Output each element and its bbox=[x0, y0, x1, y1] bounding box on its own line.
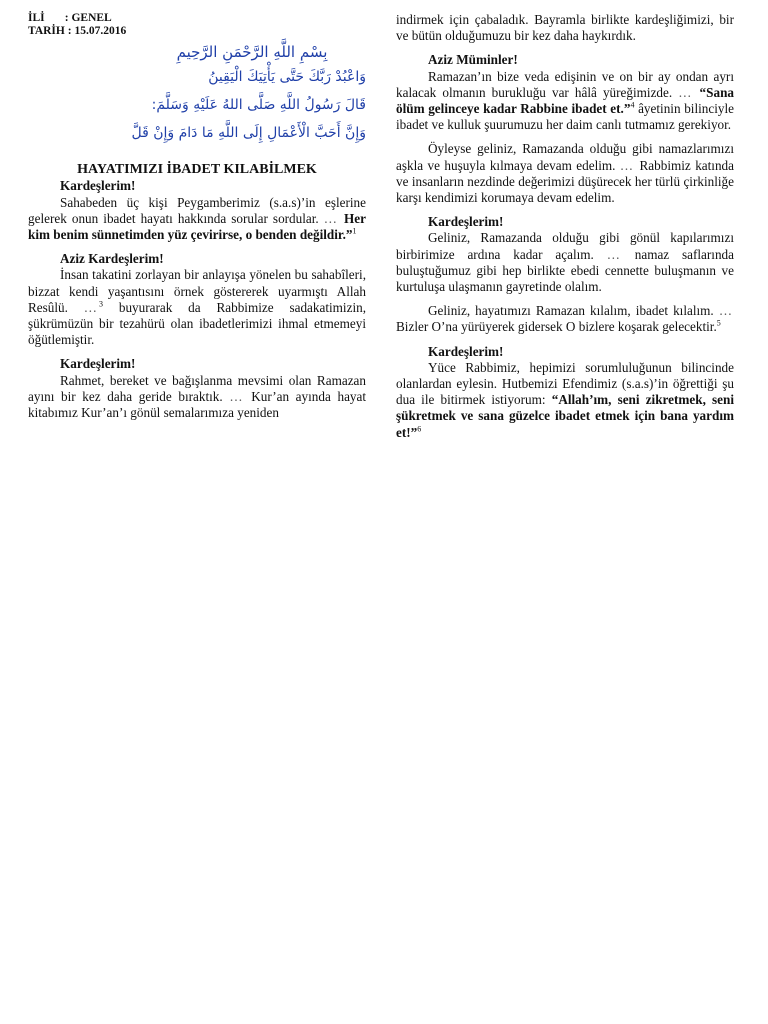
il-value: : GENEL bbox=[64, 12, 112, 24]
right-column bbox=[396, 12, 734, 449]
elided-text-marker: … bbox=[229, 388, 245, 404]
footnote-ref: 1 bbox=[352, 226, 357, 236]
paragraph: Geliniz, hayatımızı Ramazan kılalım, ibadet kılalım. … Bizler O’na yürüyerek gidersek O bizlere koşarak gelecektir.$^5$ bbox=[396, 303, 734, 335]
il-label: İLİ bbox=[28, 12, 45, 24]
paragraph: İnsan takatini zorlayan bir anlayışa yönelen bu sahabîleri, bizzat kendi yaşantısını örnek göstererek uyarmıştı Allah Resûlü. …$^3$ buyurarak da Rabbimize sadakatimizin, şükrümüzün bir tezahürü olan ibadetlerimizi ihmal etmemeyi öğütlemiştir. bbox=[28, 267, 366, 348]
elided-text-marker: … bbox=[619, 157, 636, 173]
elided-text-marker: … bbox=[606, 246, 622, 262]
elided-text-marker: … bbox=[678, 84, 694, 100]
elided-text-marker: … bbox=[83, 299, 99, 315]
tarih-value: 15.07.2016 bbox=[74, 25, 127, 37]
tarih-label: TARİH : bbox=[28, 25, 72, 37]
section-heading: Kardeşlerim! bbox=[60, 178, 136, 194]
arabic-hadith: وَإِنَّ أَحَبَّ الْأَعْمَالِ إِلَى اللَّهِ مَا دَامَ وَإِنْ قَلَّ bbox=[131, 125, 366, 142]
sermon-title: HAYATIMIZI İBADET KILABİLMEK bbox=[77, 162, 317, 178]
bismillah: بِسْمِ اللَّهِ الرَّحْمَنِ الرَّحِيمِ bbox=[176, 43, 328, 61]
footnote-ref: 3 bbox=[98, 299, 103, 309]
arabic-verse: وَاعْبُدْ رَبَّكَ حَتَّى يَأْتِيَكَ الْيَقِينُ bbox=[208, 69, 366, 86]
paragraph: Yüce Rabbimiz, hepimizi sorumluluğunun bilincinde olanlardan eylesin. Hutbemizi Efendimiz (s.a.s)’in öğrettiği şu dua ile bitirmek istiyorum: “Allah’ım, seni zikretmek, seni şükretmek ve sana güzelce ibadet etmek için bana yardım et!”$^6$ bbox=[396, 359, 735, 440]
section-heading: Kardeşlerim! bbox=[428, 343, 504, 359]
paragraph-continued: indirmek için çabaladık. Bayramla birlikte kardeşliğimizi, bir ve bütün olduğumuzu bir kez daha haykırdık. bbox=[396, 12, 734, 44]
paragraph: Rahmet, bereket ve bağışlanma mevsimi olan Ramazan ayını bir kez daha geride bıraktık. … Kur’an ayında hayat kitabımız Kur’an’ı gönül semalarımıza yeniden bbox=[28, 372, 367, 421]
footnote-ref: 4 bbox=[630, 100, 635, 110]
paragraph: Sahabeden üç kişi Peygamberimiz (s.a.s)’in eşlerine gelerek onun ibadet hayatı hakkında sorular sordular. … Her kim benim sünnetimden yüz çevirirse, o benden değildir.”$^1$ bbox=[28, 194, 366, 243]
section-heading: Aziz Müminler! bbox=[428, 52, 518, 68]
footnote-ref: 6 bbox=[417, 424, 422, 434]
section-heading: Kardeşlerim! bbox=[60, 356, 136, 372]
section-heading: Aziz Kardeşlerim! bbox=[60, 251, 164, 267]
paragraph: Geliniz, Ramazanda olduğu gibi gönül kapılarımızı birbirimize ardına kadar açalım. … namaz saflarında buluştuğumuz gibi hep birlikte ebedi cennette buluşmanın ve kurtuluşa ulaşmanın gayretinde olalım. bbox=[396, 230, 735, 295]
footnote-ref: 5 bbox=[716, 319, 721, 329]
elided-text-marker: … bbox=[718, 303, 734, 319]
section-heading: Kardeşlerim! bbox=[428, 214, 504, 230]
header-il bbox=[28, 12, 366, 25]
header-tarih bbox=[28, 25, 366, 38]
elided-text-marker: … bbox=[323, 210, 339, 226]
arabic-hadith-intro: قَالَ رَسُولُ اللَّهِ صَلَّى اللهُ عَلَيْهِ وَسَلَّمَ: bbox=[151, 97, 366, 114]
paragraph: Öyleyse geliniz, Ramazanda olduğu gibi namazlarımızı aşkla ve huşuyla kılmaya devam edelim. … Rabbimiz katında ve insanların nezdinde değerimizi düşürecek her türlü çirkinliğe karşı kendimizi korumaya devam edelim. bbox=[396, 141, 735, 206]
left-column bbox=[28, 12, 366, 429]
paragraph: Ramazan’ın bize veda edişinin ve on bir ay ondan ayrı kalacak olmanın burukluğu var hâlâ yüreğimizde. … “Sana ölüm gelinceye kadar Rabbine ibadet et.”$^4$ âyetinin bilinciyle ibadet ve kulluk şuurumuzu her daim canlı tutmamız gerekiyor. bbox=[396, 68, 734, 133]
